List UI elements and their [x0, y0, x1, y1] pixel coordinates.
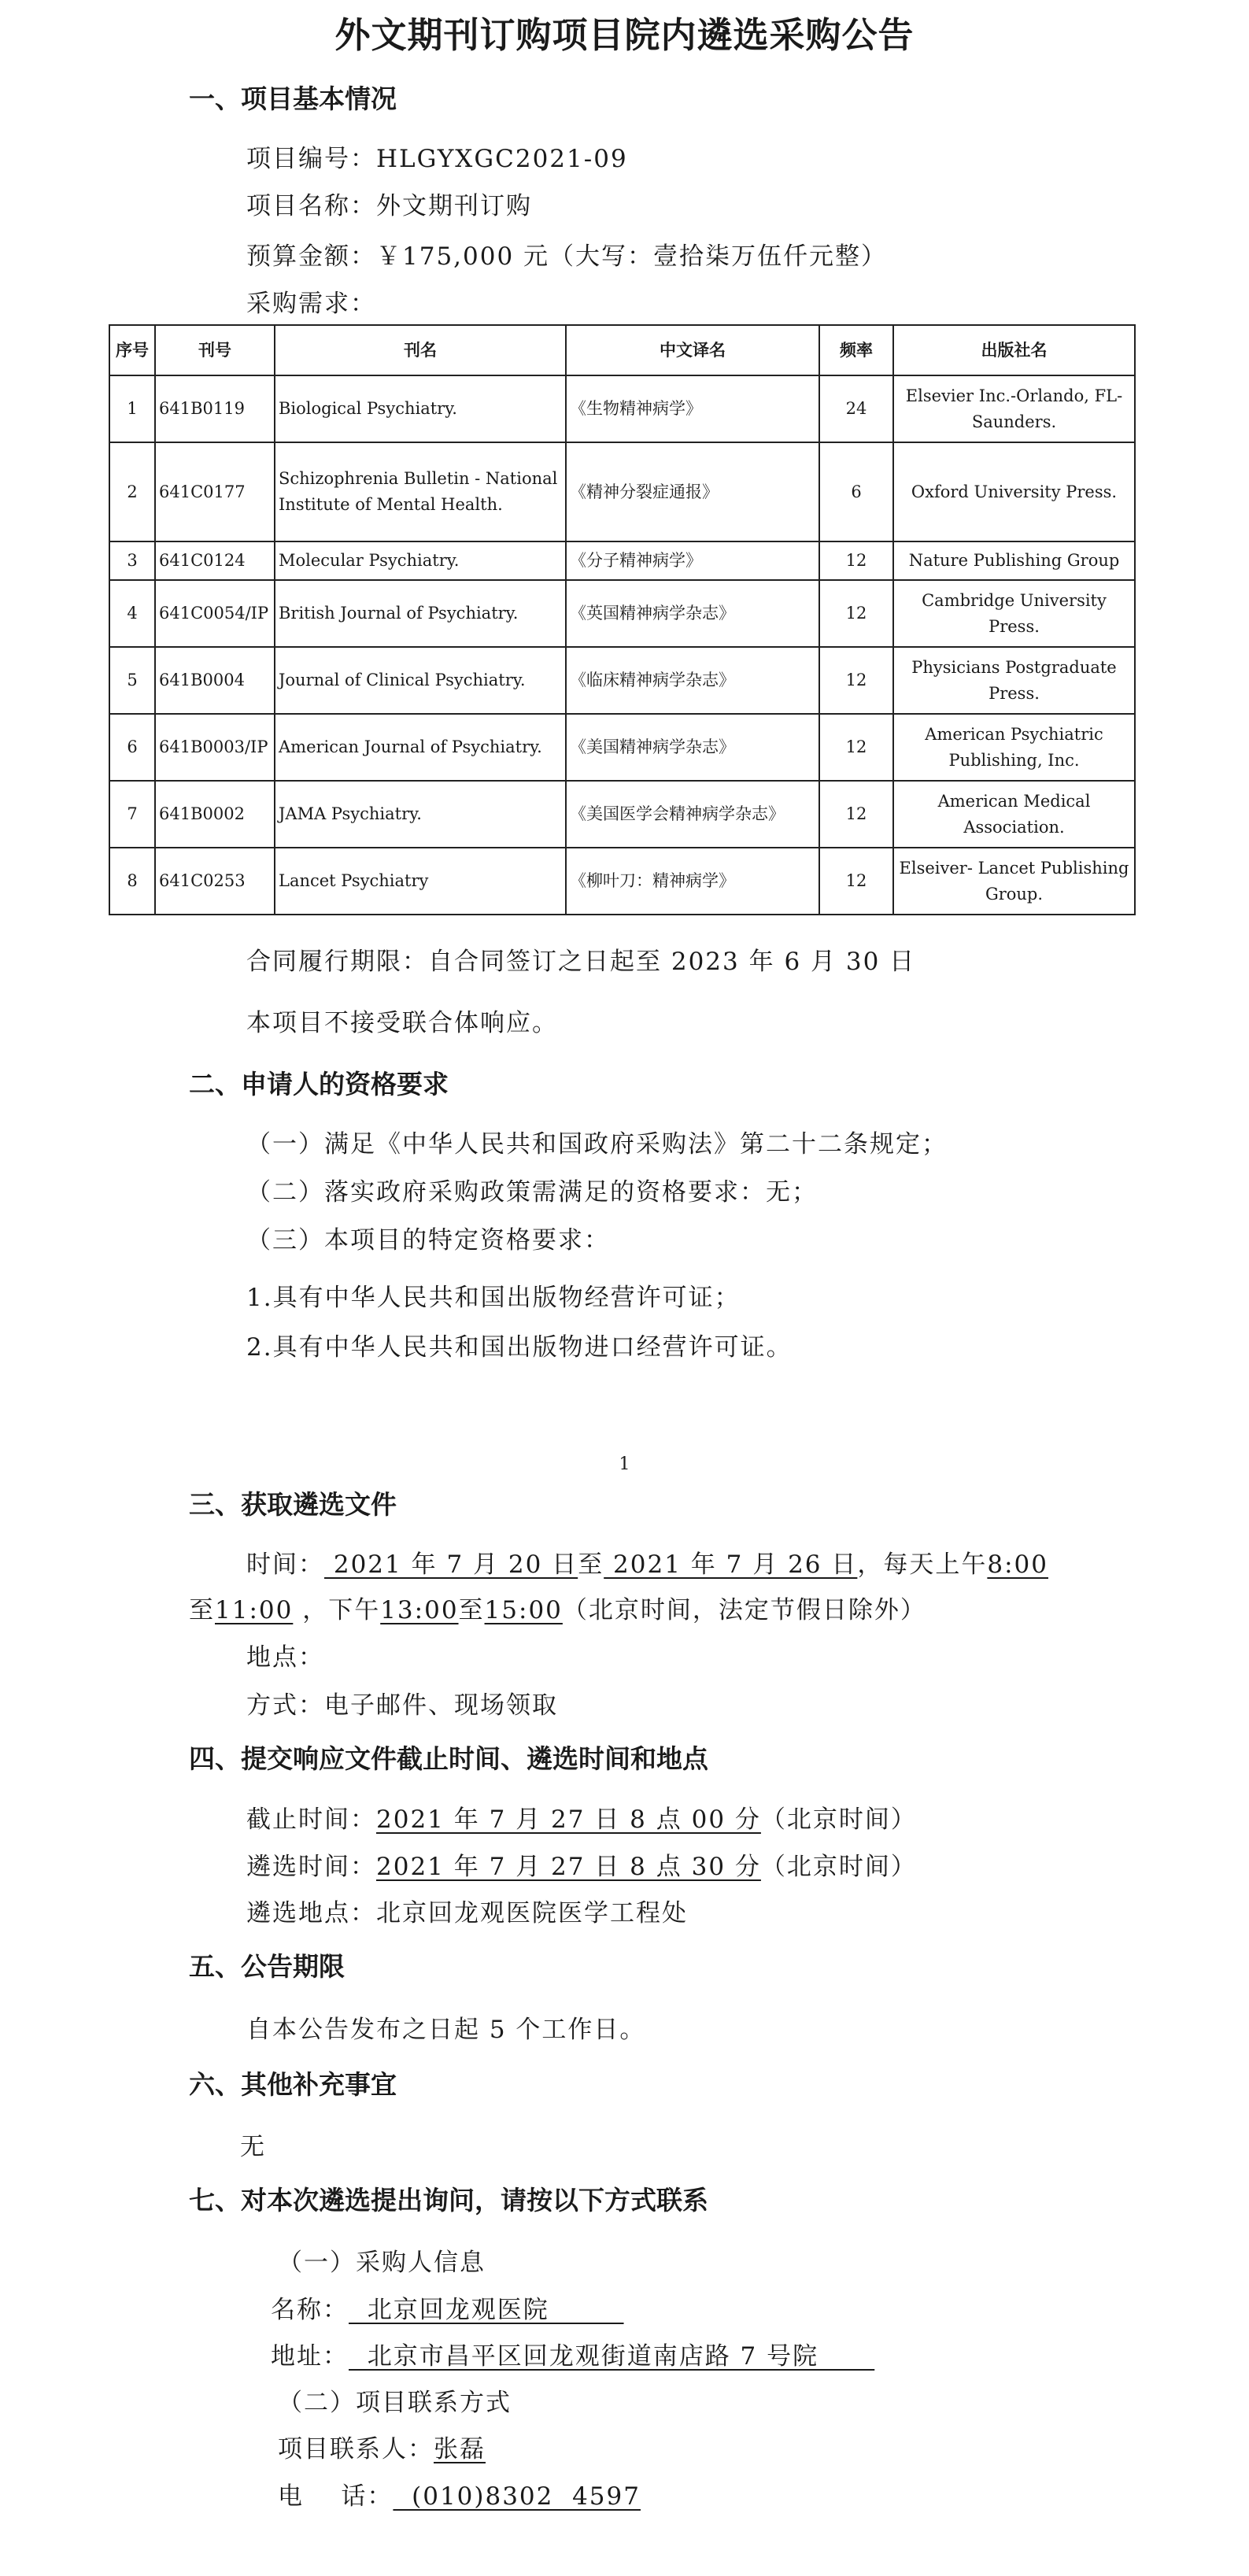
cell-code: 641B0004 [155, 647, 275, 714]
obtain-date-to: 2021 年 7 月 26 日 [604, 1550, 858, 1579]
cell-code: 641B0119 [155, 375, 275, 442]
cell-index: 3 [109, 541, 155, 580]
cell-chinese-title: 《临床精神病学杂志》 [566, 647, 819, 714]
obtain-am-start: 8:00 [987, 1550, 1048, 1579]
header-code: 刊号 [155, 325, 275, 375]
cell-index: 8 [109, 848, 155, 915]
demand-label: 采购需求： [246, 290, 376, 318]
table-row [109, 580, 1135, 647]
obtain-method: 方式：电子邮件、现场领取 [246, 1691, 558, 1720]
obtain-place-label: 地点： [246, 1643, 324, 1672]
cell-title: Schizophrenia Bulletin - National Institute of Mental Health. [275, 442, 566, 541]
qualification-1: （一）满足《中华人民共和国政府采购法》第二十二条规定； [246, 1130, 948, 1159]
table-row [109, 714, 1135, 781]
project-name-line [246, 186, 532, 221]
obtain-note: （北京时间，法定节假日除外） [562, 1596, 926, 1624]
cell-publisher: Oxford University Press. [893, 442, 1135, 541]
budget-amount: ￥175,000 元（大写：壹拾柒万伍仟元整） [376, 242, 888, 271]
cell-index: 5 [109, 647, 155, 714]
selection-time: 2021 年 7 月 27 日 8 点 30 分 [376, 1853, 761, 1881]
cell-frequency: 12 [819, 541, 893, 580]
cell-index: 6 [109, 714, 155, 781]
cell-chinese-title: 《柳叶刀：精神病学》 [566, 848, 819, 915]
other-matters: 无 [240, 2133, 266, 2161]
section-4-heading: 四、提交响应文件截止时间、遴选时间和地点 [189, 1743, 708, 1774]
section-3-heading: 三、获取遴选文件 [189, 1489, 397, 1520]
no-consortium-note: 本项目不接受联合体响应。 [246, 1009, 558, 1037]
header-frequency: 频率 [819, 325, 893, 375]
cell-chinese-title: 《分子精神病学》 [566, 541, 819, 580]
section-6-heading: 六、其他补充事宜 [189, 2069, 397, 2100]
selection-place: 遴选地点：北京回龙观医院医学工程处 [246, 1899, 688, 1927]
cell-code: 641C0054/IP [155, 580, 275, 647]
qualification-2: （二）落实政府采购政策需满足的资格要求：无； [246, 1178, 818, 1207]
deadline-label: 截止时间： [246, 1805, 376, 1834]
budget-label: 预算金额： [246, 242, 376, 271]
phone-label: 电 话： [278, 2482, 394, 2511]
section-5-heading: 五、公告期限 [189, 1951, 345, 1982]
qualification-3-1: 1.具有中华人民共和国出版物经营许可证； [246, 1284, 741, 1312]
table-header-row [109, 325, 1135, 375]
table-row [109, 442, 1135, 541]
cell-publisher: American Psychiatric Publishing, Inc. [893, 714, 1135, 781]
project-contact-heading: （二）项目联系方式 [278, 2389, 512, 2417]
purchaser-address: 北京市昌平区回龙观街道南店路 7 号院 [349, 2342, 875, 2371]
header-index: 序号 [109, 325, 155, 375]
table-row [109, 375, 1135, 442]
purchaser-name: 北京回龙观医院 [349, 2296, 624, 2324]
section-1-heading: 一、项目基本情况 [189, 83, 397, 114]
table-row [109, 781, 1135, 848]
section-7-heading: 七、对本次遴选提出询问，请按以下方式联系 [189, 2185, 708, 2216]
obtain-pm-end: 15:00 [484, 1596, 563, 1624]
cell-publisher: Elseiver- Lancet Publishing Group. [893, 848, 1135, 915]
cell-code: 641C0177 [155, 442, 275, 541]
contract-period: 合同履行期限：自合同签订之日起至 2023 年 6 月 30 日 [246, 948, 916, 976]
cell-index: 7 [109, 781, 155, 848]
journal-table [109, 324, 1136, 915]
obtain-to: 至 [578, 1550, 604, 1579]
budget-line [246, 236, 887, 272]
cell-frequency: 12 [819, 781, 893, 848]
cell-chinese-title: 《美国医学会精神病学杂志》 [566, 781, 819, 848]
obtain-to-2: 至 [189, 1596, 215, 1624]
cell-title: JAMA Psychiatry. [275, 781, 566, 848]
obtain-time-label: 时间： [246, 1550, 324, 1579]
obtain-date-from: 2021 年 7 月 20 日 [324, 1550, 578, 1579]
table-row [109, 647, 1135, 714]
project-code-label: 项目编号： [246, 145, 376, 173]
cell-frequency: 12 [819, 714, 893, 781]
contact-person-label: 项目联系人： [278, 2435, 434, 2463]
table-row [109, 541, 1135, 580]
project-code-line [246, 139, 628, 174]
purchaser-name-label: 名称： [271, 2296, 349, 2324]
cell-publisher: Physicians Postgraduate Press. [893, 647, 1135, 714]
obtain-afternoon: ，下午 [293, 1596, 381, 1624]
cell-frequency: 6 [819, 442, 893, 541]
cell-title: Molecular Psychiatry. [275, 541, 566, 580]
cell-code: 641C0124 [155, 541, 275, 580]
selection-time-line [246, 1846, 917, 1882]
cell-chinese-title: 《生物精神病学》 [566, 375, 819, 442]
table-row [109, 848, 1135, 915]
qualification-3: （三）本项目的特定资格要求： [246, 1226, 610, 1255]
project-name: 外文期刊订购 [376, 192, 532, 220]
obtain-to-3: 至 [458, 1596, 485, 1624]
cell-publisher: American Medical Association. [893, 781, 1135, 848]
cell-title: Journal of Clinical Psychiatry. [275, 647, 566, 714]
contact-person: 张磊 [434, 2435, 486, 2463]
purchaser-address-label: 地址： [271, 2342, 349, 2371]
purchaser-address-line [271, 2336, 874, 2371]
header-publisher: 出版社名 [893, 325, 1135, 375]
qualification-3-2: 2.具有中华人民共和国出版物进口经营许可证。 [246, 1333, 793, 1362]
cell-index: 1 [109, 375, 155, 442]
obtain-morning: ，每天上午 [857, 1550, 988, 1579]
obtain-time-line-2 [189, 1590, 926, 1625]
cell-publisher: Elsevier Inc.-Orlando, FL-Saunders. [893, 375, 1135, 442]
cell-title: American Journal of Psychiatry. [275, 714, 566, 781]
cell-chinese-title: 《精神分裂症通报》 [566, 442, 819, 541]
deadline-line [246, 1799, 917, 1835]
notice-period: 自本公告发布之日起 5 个工作日。 [246, 2016, 646, 2044]
cell-title: British Journal of Psychiatry. [275, 580, 566, 647]
header-chinese-title: 中文译名 [566, 325, 819, 375]
phone-line [278, 2476, 641, 2511]
purchaser-heading: （一）采购人信息 [278, 2249, 486, 2277]
cell-chinese-title: 《美国精神病学杂志》 [566, 714, 819, 781]
contact-person-line [278, 2429, 486, 2464]
purchaser-name-line [271, 2290, 624, 2325]
page-number: 1 [619, 1454, 630, 1474]
cell-chinese-title: 《英国精神病学杂志》 [566, 580, 819, 647]
cell-index: 4 [109, 580, 155, 647]
obtain-pm-start: 13:00 [380, 1596, 459, 1624]
cell-index: 2 [109, 442, 155, 541]
cell-title: Biological Psychiatry. [275, 375, 566, 442]
cell-code: 641B0003/IP [155, 714, 275, 781]
cell-publisher: Cambridge University Press. [893, 580, 1135, 647]
obtain-am-end: 11:00 [215, 1596, 294, 1624]
cell-frequency: 12 [819, 848, 893, 915]
phone-number: (010)8302 4597 [393, 2482, 641, 2511]
deadline-beijing: （北京时间） [760, 1805, 917, 1834]
page-title: 外文期刊订购项目院内遴选采购公告 [334, 14, 915, 56]
deadline-time: 2021 年 7 月 27 日 8 点 00 分 [376, 1805, 761, 1834]
project-code: HLGYXGC2021-09 [376, 145, 628, 173]
cell-publisher: Nature Publishing Group [893, 541, 1135, 580]
cell-frequency: 12 [819, 580, 893, 647]
cell-code: 641B0002 [155, 781, 275, 848]
obtain-time-line-1 [246, 1544, 1048, 1580]
cell-code: 641C0253 [155, 848, 275, 915]
project-name-label: 项目名称： [246, 192, 376, 220]
selection-time-label: 遴选时间： [246, 1853, 376, 1881]
header-title: 刊名 [275, 325, 566, 375]
cell-frequency: 24 [819, 375, 893, 442]
selection-beijing: （北京时间） [760, 1853, 917, 1881]
cell-frequency: 12 [819, 647, 893, 714]
cell-title: Lancet Psychiatry [275, 848, 566, 915]
section-2-heading: 二、申请人的资格要求 [189, 1069, 449, 1100]
